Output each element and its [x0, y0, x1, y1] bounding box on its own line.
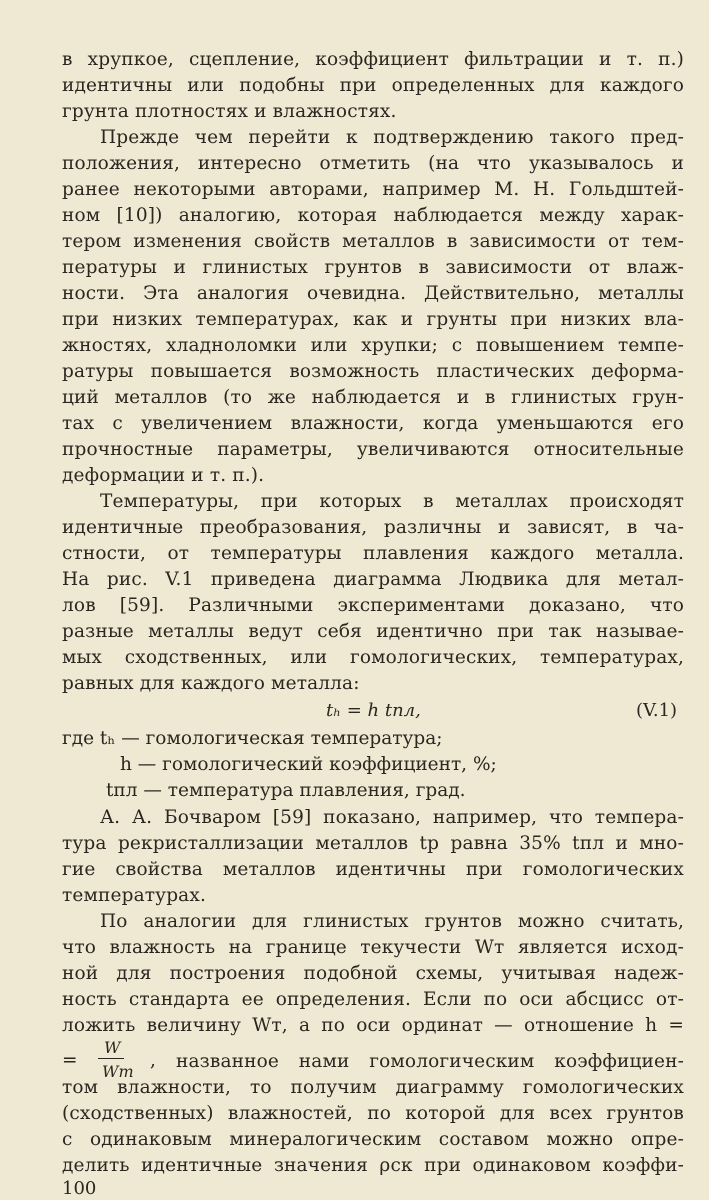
text-line: пературы и глинистых грунтов в зависимости от влаж- — [62, 257, 684, 278]
text-line: По аналогии для глинистых грунтов можно считать, — [100, 911, 684, 932]
definition-line: где tₕ — гомологическая температура; — [62, 728, 443, 749]
text-line: стности, от температуры плавления каждого металла. — [62, 543, 684, 564]
fraction-prefix: = — [62, 1050, 78, 1071]
text-line: названное нами гомологическим коэффициен- — [176, 1051, 684, 1072]
text-line: На рис. V.1 приведена диаграмма Людвика для метал- — [62, 569, 684, 590]
text-line: жностях, хладноломки или хрупки; с повышением темпе- — [62, 335, 684, 356]
fraction-comma: , — [150, 1050, 156, 1071]
fraction-bar — [98, 1058, 124, 1059]
text-line: в хрупкое, сцепление, коэффициент фильтрации и т. п.) — [62, 49, 684, 70]
text-line: грунта плотностях и влажностях. — [62, 101, 397, 122]
text-line: ложить величину Wт, а по оси ординат — отношение h = — [62, 1015, 684, 1036]
text-line: Прежде чем перейти к подтверждению такого пред- — [100, 127, 684, 148]
formula-number: (V.1) — [636, 700, 678, 721]
text-line: ность стандарта ее определения. Если по оси абсцисс от- — [62, 989, 684, 1010]
text-line: ном [10]) аналогию, которая наблюдается между харак- — [62, 205, 684, 226]
text-line: с одинаковым минералогическим составом можно опре- — [62, 1129, 684, 1150]
text-line: тером изменения свойств металлов в зависимости от тем- — [62, 231, 684, 252]
text-line: прочностные параметры, увеличиваются относительные — [62, 439, 684, 460]
text-line: при низких температурах, как и грунты при низких вла- — [62, 309, 684, 330]
text-line: тура рекристаллизации металлов tр равна 35% tпл и мно- — [62, 833, 684, 854]
definition-line: tпл — температура плавления, град. — [106, 780, 466, 801]
text-line: А. А. Бочваром [59] показано, например, что темпера- — [100, 807, 684, 828]
text-line: положения, интересно отметить (на что указывалось и — [62, 153, 684, 174]
text-line: температурах. — [62, 885, 206, 906]
text-line: гие свойства металлов идентичны при гомологических — [62, 859, 684, 880]
text-line: ности. Эта аналогия очевидна. Действительно, металлы — [62, 283, 684, 304]
text-line: Температуры, при которых в металлах происходят — [100, 491, 684, 512]
text-line: делить идентичные значения ρск при одинаковом коэффи- — [62, 1155, 684, 1176]
text-line: ной для построения подобной схемы, учитывая надеж- — [62, 963, 684, 984]
text-line: (сходственных) влажностей, по которой для всех грунтов — [62, 1103, 684, 1124]
text-line: ратуры повышается возможность пластических деформа- — [62, 361, 684, 382]
fraction-denominator: Wт — [102, 1062, 134, 1081]
text-line: что влажность на границе текучести Wт является исход- — [62, 937, 684, 958]
text-line: том влажности, то получим диаграмму гомологических — [62, 1077, 684, 1098]
text-line: идентичны или подобны при определенных для каждого — [62, 75, 684, 96]
definition-line: h — гомологический коэффициент, %; — [120, 754, 497, 775]
text-line: мых сходственных, или гомологических, температурах, — [62, 647, 684, 668]
text-line: тах с увеличением влажности, когда уменьшаются его — [62, 413, 684, 434]
fraction-numerator: W — [104, 1038, 121, 1057]
text-line: ций металлов (то же наблюдается и в глинистых грун- — [62, 387, 684, 408]
text-line: равных для каждого металла: — [62, 673, 360, 694]
page-number: 100 — [62, 1178, 97, 1199]
text-line: ранее некоторыми авторами, например М. Н. Гольдштей- — [62, 179, 684, 200]
text-line: разные металлы ведут себя идентично при так называе- — [62, 621, 684, 642]
text-line: лов [59]. Различными экспериментами доказано, что — [62, 595, 684, 616]
text-line: деформации и т. п.). — [62, 465, 265, 486]
formula: tₕ = h tпл, — [326, 700, 421, 721]
text-line: идентичные преобразования, различны и зависят, в ча- — [62, 517, 684, 538]
